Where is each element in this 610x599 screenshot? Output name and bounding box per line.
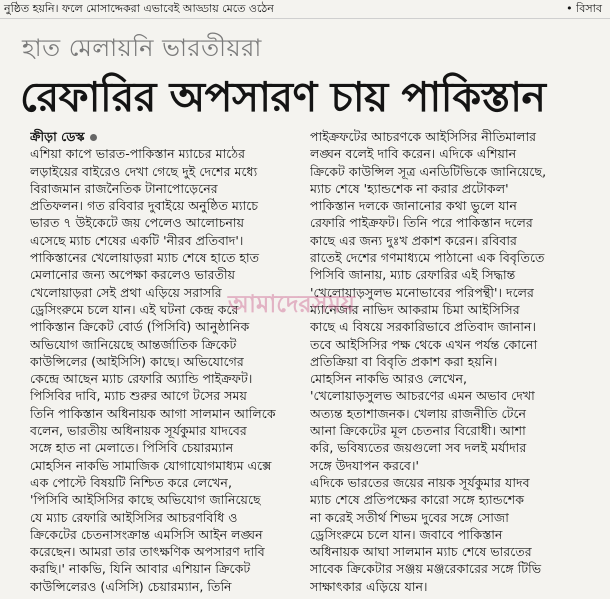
- article-byline: [30, 128, 295, 145]
- bullet-dot-icon: [90, 134, 97, 141]
- article-line: পিসিবির দাবি, ম্যাচ শুরুর আগে টসের সময়: [30, 388, 247, 404]
- article-line: লড়াইয়ের বাইরেও দেখা গেছে দুই দেশের মধ্যে: [30, 163, 258, 179]
- article-line: পিসিবি জানায়, ম্যাচ রেফারির এই সিদ্ধান্ত: [310, 267, 516, 283]
- top-strip-caption: নুষ্ঠিত হয়নি। ফলে মোসাদ্দেকরা এভাবেই আড্ডায় মেতে ওঠেন: [4, 2, 274, 15]
- article-line: রাতেই দেশের গণমাধ্যমে পাঠানো এক বিবৃতিতে: [310, 250, 545, 266]
- article-line: এদিকে ভারতের জয়ের নায়ক সূর্যকুমার যাদব: [310, 474, 530, 490]
- top-strip-section: • বিসাব: [566, 2, 602, 15]
- article-line: পাকিস্তান ক্রিকেট বোর্ড (পিসিবি) আনুষ্ঠানিক: [30, 319, 250, 335]
- article-line: রেফারি পাইক্রফট। তিনি পরে পাকিস্তান দলের: [310, 215, 533, 231]
- article-kicker: হাত মেলায়নি ভারতীয়রা: [22, 34, 262, 62]
- article-line: মেলানোর জন্য অপেক্ষা করলেও ভারতীয়: [30, 267, 236, 283]
- top-strip: [0, 0, 610, 19]
- article-line: বলেন, ভারতীয় অধিনায়ক সূর্যকুমার যাদবের: [30, 423, 247, 439]
- article-line: না করেই সতীর্থ শিভম দুবের সঙ্গে সোজা: [310, 509, 509, 525]
- article-line: 'খেলোয়াড়সুলভ আচরণের এমন অভাব দেখা: [310, 388, 535, 404]
- article-line: পাকিস্তানের খেলোয়াড়রা ম্যাচ শেষে হাতে হাত: [30, 250, 260, 266]
- article-headline: রেফারির অপসারণ চায় পাকিস্তান: [20, 73, 546, 121]
- article-line: 'পিসিবি আইসিসির কাছে অভিযোগ জানিয়েছে: [30, 492, 261, 508]
- article-line: যে ম্যাচ রেফারি আইসিসির আচরণবিধি ও: [30, 509, 238, 525]
- article-line: এসেছে ম্যাচ শেষের একটি 'নীরব প্রতিবাদ'।: [30, 232, 244, 248]
- article-line: ম্যাচ শেষে 'হ্যান্ডশেক না করার প্রটোকল': [310, 180, 509, 196]
- article-line: ভারত ৭ উইকেটে জয় পেলেও আলোচনায়: [30, 215, 244, 231]
- article-line: করেছেন। আমরা তার তাৎক্ষণিক অপসারণ দাবি: [30, 544, 265, 560]
- article-line: লঙ্ঘন বলেই দাবি করেন। এদিকে এশিয়ান: [310, 146, 517, 162]
- article-line: তিনি পাকিস্তান অধিনায়ক আগা সালমান আলিকে: [30, 405, 276, 421]
- article-line: এক পোস্টে বিষয়টি নিশ্চিত করে লেখেন,: [30, 474, 232, 490]
- article-line: সাবেক ক্রিকেটার সঞ্জয় মঞ্জরেকারের সঙ্গে টিভি: [310, 561, 542, 577]
- article-line: অধিনায়ক আঘা সালমান ম্যাচ শেষে ভারতের: [310, 544, 532, 560]
- article-line: করছি।' নাকভি, যিনি আবার এশিয়ান ক্রিকেট: [30, 561, 251, 577]
- article-line: 'খেলোয়াড়সুলভ মনোভাবের পরিপন্থী'। দলের: [310, 284, 534, 300]
- article-line: অভিযোগ জানিয়েছে আন্তর্জাতিক ক্রিকেট: [30, 336, 237, 352]
- byline-text: ক্রীড়া ডেস্ক: [30, 129, 85, 144]
- article-line: প্রতিক্রিয়া বা বিবৃতি প্রকাশ করা হয়নি।: [310, 353, 498, 369]
- article-column-right: [310, 128, 602, 595]
- article-line: সাক্ষাৎকার এড়িয়ে যান।: [310, 578, 428, 594]
- article-line: সঙ্গে হাত না মেলাতে। পিসিবি চেয়ারম্যান: [30, 440, 234, 456]
- article-line: করি, ভবিষ্যতের জয়গুলো সব দলই মর্যাদার: [310, 440, 527, 456]
- article-line: কাউন্সিলেরও (এসিসি) চেয়ারম্যান, তিনি: [30, 578, 232, 594]
- article-line: ড্রেসিংরুমে চলে যান। এই ঘটনা কেন্দ্র করে: [30, 301, 239, 317]
- article-line: ড্রেসিংরুমে চলে যান। জবাবে পাকিস্তান: [310, 526, 503, 542]
- article-column-left: [30, 128, 295, 595]
- article-line: ক্রিকেট কাউন্সিল সূত্র এনডিটিভিকে জানিয়েছে,: [310, 163, 547, 179]
- article-line: মোহসিন নাকভি আরও লেখেন,: [310, 371, 468, 387]
- article-line: মোহসিন নাকভি সামাজিক যোগাযোগমাধ্যম এক্সে: [30, 457, 272, 473]
- article-line: বিরাজমান রাজনৈতিক টানাপোড়েনের: [30, 180, 218, 196]
- article-line: ম্যানেজার নাভিদ আকরাম চিমা আইসিসির: [310, 301, 520, 317]
- article-line: সঙ্গে উদযাপন করবে।': [310, 457, 419, 473]
- article-line: আনা ক্রিকেটের মূল চেতনার বিরোধী। আশা: [310, 423, 526, 439]
- article-line: ম্যাচ শেষে প্রতিপক্ষের কারো সঙ্গে হ্যান্ডশেক: [310, 492, 524, 508]
- article-line: কাউন্সিলের (আইসিসি) কাছে। অভিযোগের: [30, 353, 244, 369]
- article-line: পাইক্রফটের আচরণকে আইসিসির নীতিমালার: [310, 129, 537, 144]
- article-line: কাছে এর জন্য দুঃখ প্রকাশ করেন। রবিবার: [310, 232, 517, 248]
- article-line: কেন্দ্রে আছেন ম্যাচ রেফারি অ্যান্ডি পাইক্রফট।: [30, 371, 253, 387]
- article-line: ক্রিকেটের চেতনাসংক্রান্ত এমসিসি আইন লঙ্ঘন: [30, 526, 263, 542]
- article-line: পাকিস্তান দলকে জানানোর কথা ভুলে যান: [310, 198, 517, 214]
- article-line: তবে আইসিসির পক্ষ থেকে এখন পর্যন্ত কোনো: [310, 336, 538, 352]
- article-line: খেলোয়াড়রা সেই প্রথা এড়িয়ে সরাসরি: [30, 284, 222, 300]
- article-line: প্রতিফলন। গত রবিবার দুবাইয়ে অনুষ্ঠিত ম্যাচে: [30, 198, 259, 214]
- watermark-logo: আমাদেরসময়: [228, 290, 356, 318]
- article-line: কাছে এ বিষয়ে সরকারিভাবে প্রতিবাদ জানান।: [310, 319, 536, 335]
- article-line: অত্যন্ত হতাশাজনক। খেলায় রাজনীতি টেনে: [310, 405, 527, 421]
- article-line: এশিয়া কাপে ভারত-পাকিস্তান ম্যাচের মাঠের: [30, 146, 246, 162]
